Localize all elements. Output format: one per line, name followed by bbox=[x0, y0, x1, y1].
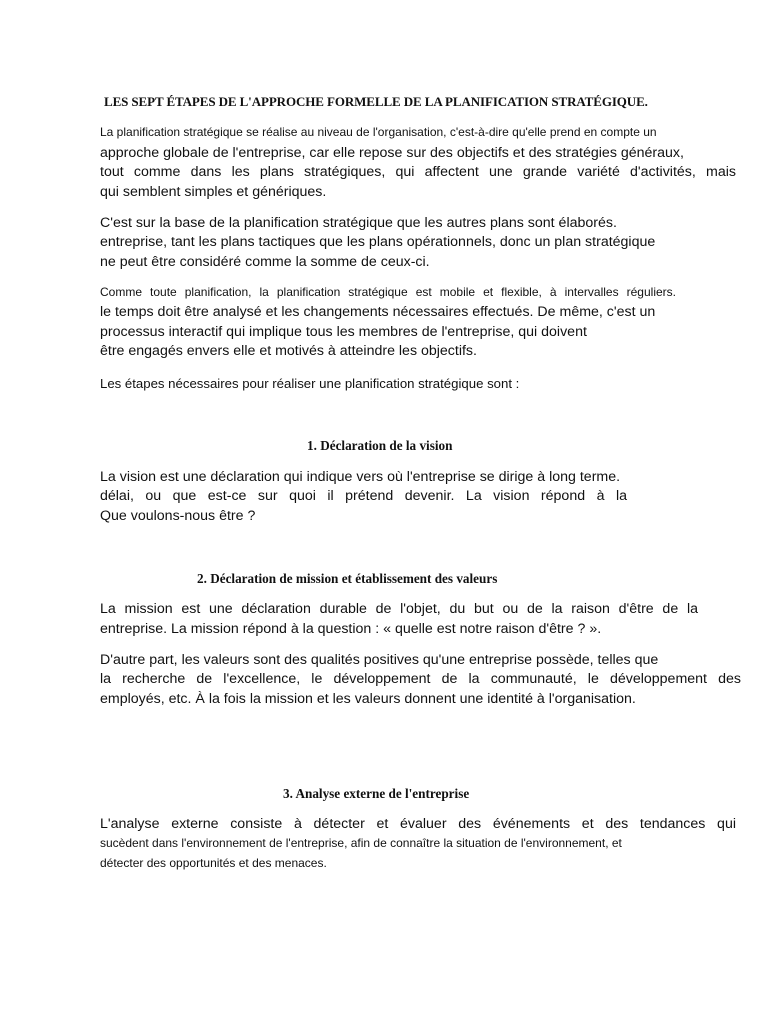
section-1-line-2: délai, ou que est-ce sur quoi il prétend devenir. La vision répond à la bbox=[100, 488, 627, 504]
section-3-line-2: sucèdent dans l'environnement de l'entreprise, afin de connaître la situation de l'environnement, et bbox=[100, 836, 622, 850]
intro-p2-line-1: C'est sur la base de la planification stratégique que les autres plans sont élaborés. bbox=[100, 215, 617, 231]
section-3-line-1: L'analyse externe consiste à détecter et évaluer des événements et des tendances qui bbox=[100, 816, 736, 832]
section-2-values-line-1: D'autre part, les valeurs sont des qualités positives qu'une entreprise possède, telles que bbox=[100, 652, 659, 668]
section-2-values-line-3: employés, etc. À la fois la mission et les valeurs donnent une identité à l'organisation. bbox=[100, 691, 636, 707]
intro-p3-line-1: Comme toute planification, la planification stratégique est mobile et flexible, à intervalles réguliers. bbox=[100, 285, 676, 299]
intro-p1-line-1: La planification stratégique se réalise au niveau de l'organisation, c'est-à-dire qu'elle prend en compte un bbox=[100, 125, 657, 139]
intro-p3-line-2: le temps doit être analysé et les changements nécessaires effectués. De même, c'est un bbox=[100, 304, 656, 320]
section-3-title: 3. Analyse externe de l'entreprise bbox=[283, 786, 470, 801]
document-title: LES SEPT ÉTAPES DE L'APPROCHE FORMELLE DE LA PLANIFICATION STRATÉGIQUE. bbox=[104, 94, 648, 109]
intro-p4: Les étapes nécessaires pour réaliser une planification stratégique sont : bbox=[100, 376, 520, 391]
section-2-values-line-2: la recherche de l'excellence, le développement de la communauté, le développement des bbox=[100, 671, 741, 687]
section-3-line-3: détecter des opportunités et des menaces. bbox=[100, 856, 327, 870]
section-2-line-2: entreprise. La mission répond à la question : « quelle est notre raison d'être ? ». bbox=[100, 621, 602, 637]
section-2-line-1: La mission est une déclaration durable de l'objet, du but ou de la raison d'être de la bbox=[100, 601, 698, 617]
section-2-title: 2. Déclaration de mission et établissement des valeurs bbox=[197, 571, 498, 586]
intro-p2-line-2: entreprise, tant les plans tactiques que les plans opérationnels, donc un plan stratégique bbox=[100, 234, 656, 250]
section-1-line-1: La vision est une déclaration qui indique vers où l'entreprise se dirige à long terme. bbox=[100, 469, 621, 485]
intro-p2-line-3: ne peut être considéré comme la somme de ceux-ci. bbox=[100, 254, 430, 270]
intro-p1-line-4: qui semblent simples et génériques. bbox=[100, 184, 327, 200]
intro-p3-line-3: processus interactif qui implique tous les membres de l'entreprise, qui doivent bbox=[100, 324, 587, 340]
intro-p3-line-4: être engagés envers elle et motivés à atteindre les objectifs. bbox=[100, 343, 477, 359]
section-1-title: 1. Déclaration de la vision bbox=[307, 438, 453, 453]
intro-p1-line-2: approche globale de l'entreprise, car elle repose sur des objectifs et des stratégies généraux, bbox=[100, 145, 684, 161]
intro-p1-line-3: tout comme dans les plans stratégiques, qui affectent une grande variété d'activités, mais bbox=[100, 164, 736, 180]
section-1-line-3: Que voulons-nous être ? bbox=[100, 508, 256, 524]
